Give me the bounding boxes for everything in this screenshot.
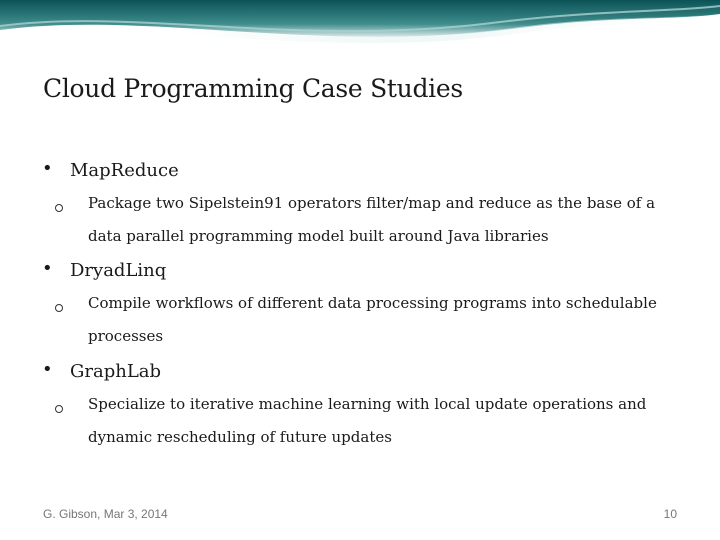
slide-title: Cloud Programming Case Studies	[43, 74, 463, 103]
sub-bullet-marker	[55, 204, 63, 212]
sub-bullet-mapreduce: Package two Sipelstein91 operators filter/map and reduce as the base of a data parallel programming model built around Java libraries	[88, 194, 656, 245]
sub-bullet-marker	[55, 405, 63, 413]
page-number: 10	[663, 507, 677, 521]
bullet-item-graphlab: GraphLab	[70, 361, 162, 382]
bullet-item-dryadlinq: DryadLinq	[70, 260, 167, 281]
bullet-dot: •	[42, 158, 53, 179]
bullet-dot: •	[42, 258, 53, 279]
header-banner	[0, 0, 720, 60]
sub-bullet-graphlab: Specialize to iterative machine learning with local update operations and dynamic rescheduling of future updates	[88, 395, 647, 446]
sub-bullet-dryadlinq: Compile workflows of different data processing programs into schedulable processes	[88, 294, 657, 345]
sub-bullet-marker	[55, 304, 63, 312]
bullet-dot: •	[42, 359, 53, 380]
footer-author-date: G. Gibson, Mar 3, 2014	[43, 507, 168, 521]
bullet-item-mapreduce: MapReduce	[70, 160, 179, 181]
